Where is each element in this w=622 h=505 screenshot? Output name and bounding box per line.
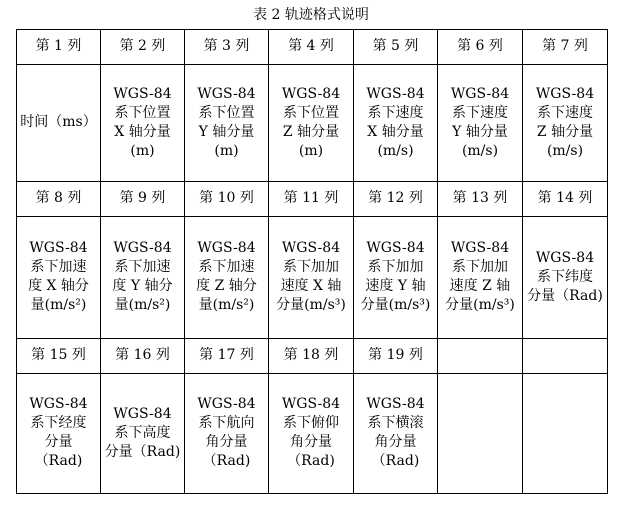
column-header: 第 17 列	[185, 338, 269, 373]
empty-cell	[438, 373, 523, 493]
cell-text: WGS-84 系下横滚 角分量 （Rad)	[366, 396, 425, 470]
table-cell	[438, 64, 523, 181]
column-header: 第 19 列	[354, 338, 438, 373]
column-header: 第 18 列	[269, 338, 354, 373]
cell-text: WGS-84 系下速度 Y 轴分量 (m/s)	[450, 85, 510, 159]
cell-text: 时间（ms）	[20, 114, 97, 131]
table-cell	[185, 216, 269, 338]
column-header: 第 9 列	[101, 181, 185, 216]
header-row-1	[17, 30, 608, 65]
column-header: 第 6 列	[438, 30, 523, 65]
table-caption: 表 2 轨迹格式说明	[253, 7, 369, 23]
column-header: 第 14 列	[523, 181, 608, 216]
column-header: 第 10 列	[185, 181, 269, 216]
column-header: 第 11 列	[269, 181, 354, 216]
trajectory-format-table	[16, 29, 608, 494]
cell-text: WGS-84 系下加加 速度 Y 轴 分量(m/s³)	[360, 240, 431, 314]
table-cell	[101, 216, 185, 338]
column-header: 第 1 列	[17, 30, 101, 65]
column-header: 第 15 列	[17, 338, 101, 373]
cell-text: WGS-84 系下速度 X 轴分量 (m/s)	[366, 85, 425, 159]
content-row-3	[17, 373, 608, 493]
cell-text: WGS-84 系下位置 X 轴分量 (m)	[113, 85, 172, 159]
column-header: 第 8 列	[17, 181, 101, 216]
column-header: 第 2 列	[101, 30, 185, 65]
empty-cell	[523, 338, 608, 373]
table-cell	[17, 373, 101, 493]
cell-text: WGS-84 系下加速 度 Z 轴分 量(m/s²)	[196, 240, 257, 314]
table-cell	[354, 216, 438, 338]
table-cell	[17, 216, 101, 338]
table-cell	[185, 64, 269, 181]
cell-text: WGS-84 系下俯仰 角分量 （Rad)	[281, 396, 341, 470]
header-row-3	[17, 338, 608, 373]
cell-text: WGS-84 系下位置 Z 轴分量 (m)	[281, 85, 341, 159]
cell-text: WGS-84 系下速度 Z 轴分量 (m/s)	[535, 85, 595, 159]
column-header: 第 12 列	[354, 181, 438, 216]
column-header: 第 7 列	[523, 30, 608, 65]
table-cell	[354, 64, 438, 181]
empty-cell	[523, 373, 608, 493]
column-header: 第 5 列	[354, 30, 438, 65]
cell-text: WGS-84 系下位置 Y 轴分量 (m)	[197, 85, 256, 159]
table-cell	[438, 216, 523, 338]
content-row-2	[17, 216, 608, 338]
table-cell	[523, 64, 608, 181]
empty-cell	[438, 338, 523, 373]
cell-text: WGS-84 系下加速 度 X 轴分 量(m/s²)	[28, 240, 89, 314]
cell-text: WGS-84 系下高度 分量（Rad)	[104, 405, 181, 460]
table-cell	[17, 64, 101, 181]
content-row-1	[17, 64, 608, 181]
column-header: 第 13 列	[438, 181, 523, 216]
column-header: 第 4 列	[269, 30, 354, 65]
table-cell	[354, 373, 438, 493]
table-cell	[523, 216, 608, 338]
table-cell	[185, 373, 269, 493]
table-cell	[101, 373, 185, 493]
cell-text: WGS-84 系下加速 度 Y 轴分 量(m/s²)	[112, 240, 173, 314]
table-cell	[101, 64, 185, 181]
cell-text: WGS-84 系下航向 角分量 （Rad)	[197, 396, 256, 470]
column-header: 第 3 列	[185, 30, 269, 65]
cell-text: WGS-84 系下经度 分量 （Rad)	[29, 396, 88, 470]
header-row-2	[17, 181, 608, 216]
table-cell	[269, 373, 354, 493]
cell-text: WGS-84 系下加加 速度 Z 轴 分量(m/s³)	[445, 240, 515, 314]
cell-text: WGS-84 系下加加 速度 X 轴 分量(m/s³)	[276, 240, 346, 314]
table-cell	[269, 216, 354, 338]
column-header: 第 16 列	[101, 338, 185, 373]
table-cell	[269, 64, 354, 181]
cell-text: WGS-84 系下纬度 分量（Rad)	[527, 249, 603, 304]
